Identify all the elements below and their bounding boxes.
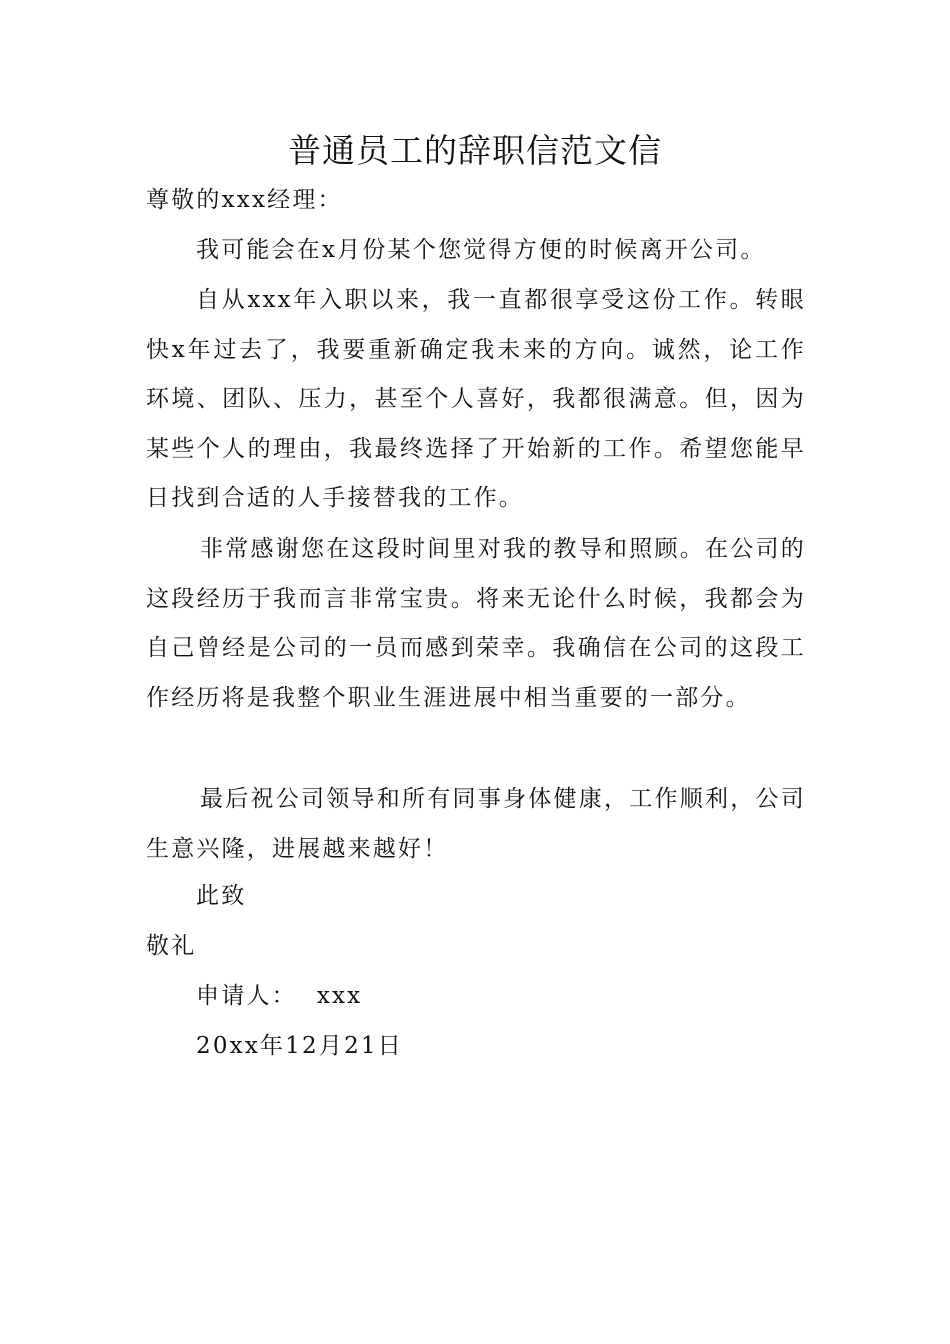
applicant-name: xxx	[316, 983, 363, 1009]
salutation: 尊敬的xxx经理：	[146, 187, 343, 213]
regards-phrase: 敬礼	[146, 933, 197, 959]
closing-phrase: 此致	[196, 883, 247, 909]
applicant-line	[146, 972, 806, 1022]
letter-date: 20xx年12月21日	[196, 1033, 403, 1059]
applicant-label: 申请人：	[196, 983, 297, 1009]
paragraph-1: 我可能会在x月份某个您觉得方便的时候离开公司。	[196, 237, 766, 263]
paragraph-3: 非常感谢您在这段时间里对我的教导和照顾。在公司的这段经历于我而言非常宝贵。将来无论什么时候，我都会为自己曾经是公司的一员而感到荣幸。我确信在公司的这段工作经历将是我整个职业生涯进展中相当重要的一部分。	[146, 536, 806, 711]
document-title: 普通员工的辞职信范文信	[288, 131, 662, 170]
paragraph-4: 最后祝公司领导和所有同事身体健康，工作顺利，公司生意兴隆，进展越来越好！	[146, 786, 806, 862]
paragraph-2: 自从xxx年入职以来，我一直都很享受这份工作。转眼快x年过去了，我要重新确定我未来的方向。诚然，论工作环境、团队、压力，甚至个人喜好，我都很满意。但，因为某些个人的理由，我最终选择了开始新的工作。希望您能早日找到合适的人手接替我的工作。	[146, 287, 806, 511]
